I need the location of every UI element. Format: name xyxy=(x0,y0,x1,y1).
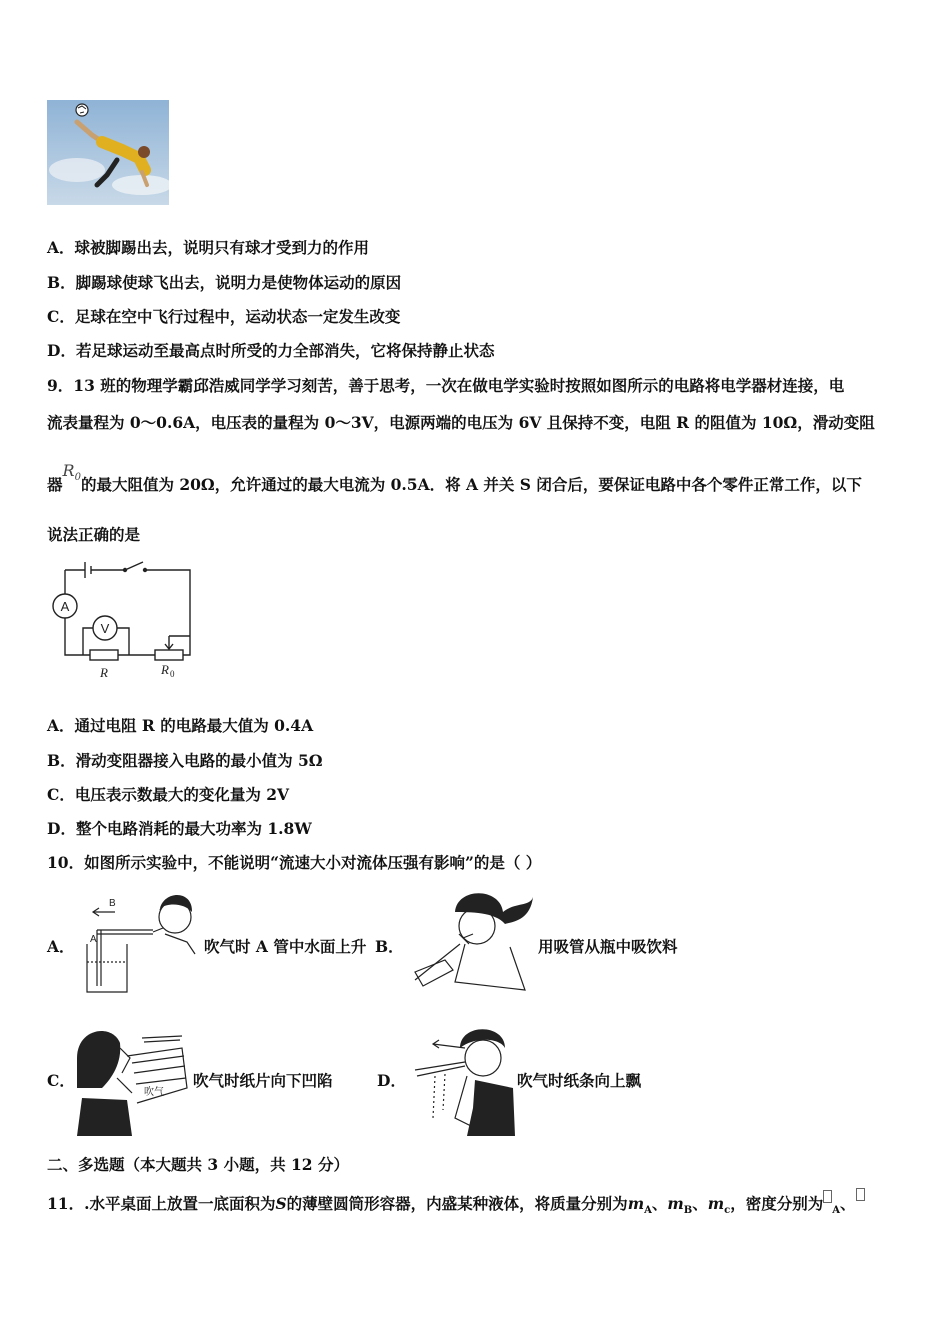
q10-option-d-text: 吹气时纸条向上飘 xyxy=(517,1071,642,1090)
q11-stem: 11．.水平桌面上放置一底面积为S的薄壁圆筒形容器，内盛某种液体，将质量分别为$m_A$、$m_B$、$m_c$，密度分别为 $_A$、 xyxy=(47,1192,865,1216)
blow-label: 吹气 xyxy=(144,1087,164,1098)
ammeter-label: A xyxy=(60,599,70,614)
q10-option-d-label: D． xyxy=(377,1071,406,1090)
q10-option-c-text: 吹气时纸片向下凹陷 xyxy=(193,1071,333,1090)
q9-stem-line-2: 流表量程为 0～0.6A，电压表的量程为 0～3V，电源两端的电压为 6V 且保持不变，电阻 R 的阻值为 10Ω，滑动变阻 xyxy=(47,413,875,432)
q8-option-c: C．足球在空中飞行过程中，运动状态一定发生改变 xyxy=(47,307,401,326)
q9-option-d: D．整个电路消耗的最大功率为 1.8W xyxy=(47,819,312,838)
resistor-label: R xyxy=(100,665,108,680)
q9-option-c: C．电压表示数最大的变化量为 2V xyxy=(47,785,290,804)
rheostat-label: R xyxy=(161,662,169,677)
q9-stem-line-1: 9．13 班的物理学霸邱浩威同学学习刻苦，善于思考，一次在做电学实验时按照如图所示的电路将电学器材连接，电 xyxy=(47,376,845,395)
tube-b-label: B xyxy=(109,898,116,909)
missing-glyph-box-2 xyxy=(856,1188,865,1201)
q9-stem-line-3: 器$R_0$的最大阻值为 20Ω，允许通过的最大电流为 0.5A．将 A 并关 S 闭合后，要保证电路中各个零件正常工作，以下 xyxy=(47,461,862,494)
q9-option-b: B．滑动变阻器接入电路的最小值为 5Ω xyxy=(47,751,323,770)
soccer-kick-image xyxy=(47,100,169,205)
q9-circuit-diagram xyxy=(45,558,200,683)
tube-a-label: A xyxy=(90,934,97,945)
q10-option-d-image xyxy=(405,1018,517,1136)
q8-option-b: B．脚踢球使球飞出去，说明力是使物体运动的原因 xyxy=(47,273,402,292)
q10-option-b-image xyxy=(405,882,535,997)
q9-stem-line-4: 说法正确的是 xyxy=(47,525,141,544)
rheostat-subscript: 0 xyxy=(170,669,175,679)
q8-option-d: D．若足球运动至最高点时所受的力全部消失，它将保持静止状态 xyxy=(47,341,495,360)
q10-option-a-label: A． xyxy=(47,937,75,956)
section-2-title: 二、多选题（本大题共 3 小题，共 12 分） xyxy=(47,1155,349,1174)
q10-stem: 10．如图所示实验中，不能说明“流速大小对流体压强有影响”的是（ ） xyxy=(47,853,542,872)
q10-option-b-label: B． xyxy=(375,937,404,956)
missing-glyph-box xyxy=(823,1190,832,1203)
q9-option-a: A．通过电阻 R 的电路最大值为 0.4A xyxy=(47,716,314,735)
q10-option-b-text: 用吸管从瓶中吸饮料 xyxy=(538,937,678,956)
q10-option-c-label: C． xyxy=(47,1071,75,1090)
q10-option-c-image xyxy=(72,1018,192,1136)
voltmeter-label: V xyxy=(100,621,110,636)
q8-option-a: A．球被脚踢出去，说明只有球才受到力的作用 xyxy=(47,238,370,257)
r0-symbol: $R_0$ xyxy=(62,461,81,484)
q10-option-a-image xyxy=(75,882,200,997)
q10-option-a-text: 吹气时 A 管中水面上升 xyxy=(204,937,367,956)
